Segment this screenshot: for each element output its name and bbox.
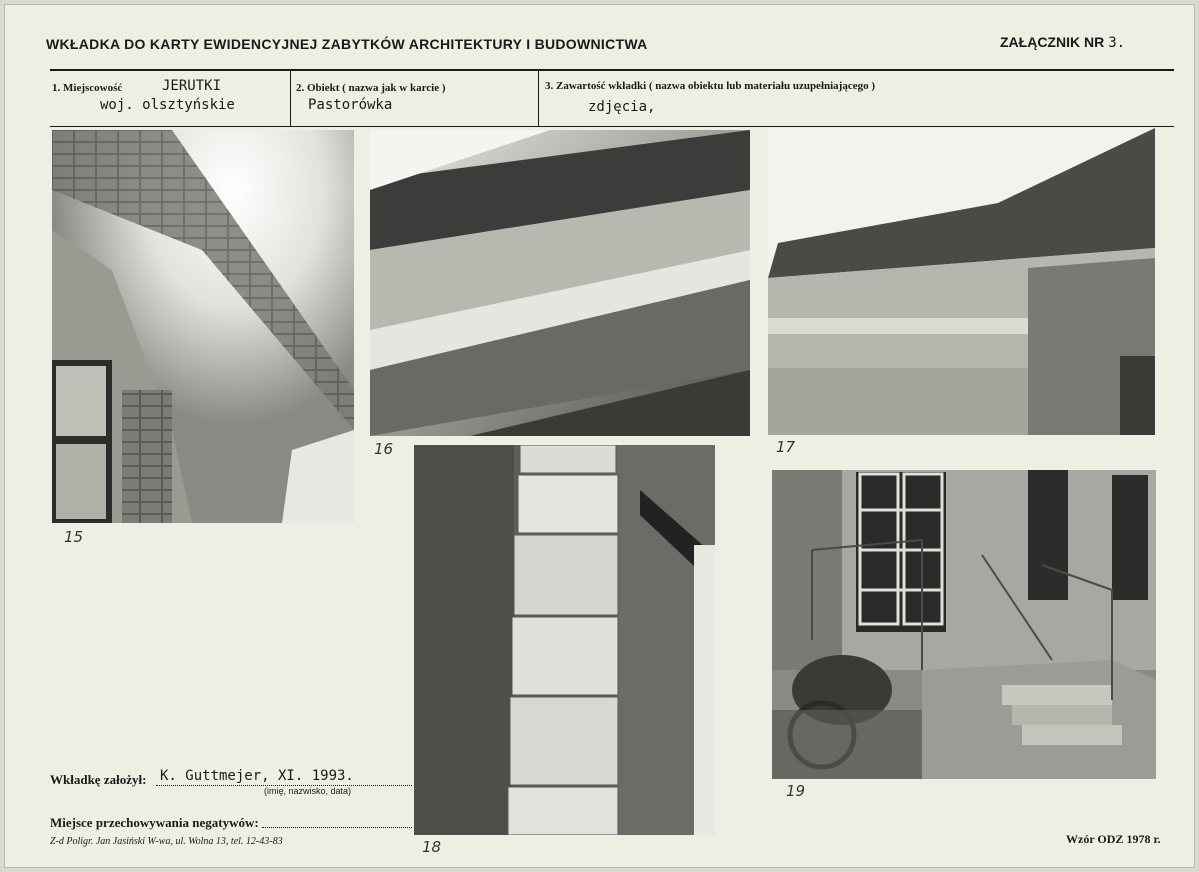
photo-17	[768, 128, 1155, 435]
quoin-stones	[508, 445, 618, 835]
header-rule-top	[50, 69, 1174, 71]
object-label: 2. Obiekt ( nazwa jak w karcie )	[296, 82, 446, 94]
voivodeship-value: woj. olsztyńskie	[100, 97, 235, 113]
founder-value: K. Guttmejer, XI. 1993.	[160, 768, 354, 784]
field-divider-2	[538, 71, 539, 127]
attachment-number: 3.	[1108, 35, 1126, 51]
photo-15	[52, 130, 354, 523]
photo-18	[414, 445, 715, 835]
header-rule-bottom	[50, 126, 1174, 127]
form-model: Wzór ODZ 1978 r.	[1066, 832, 1161, 846]
negatives-dotted-line	[262, 826, 412, 828]
photo-18-number: 18	[422, 838, 442, 856]
attachment-label: ZAŁĄCZNIK NR	[1000, 34, 1105, 50]
card-title: WKŁADKA DO KARTY EWIDENCYJNEJ ZABYTKÓW ARCHITEKTURY I BUDOWNICTWA	[46, 36, 648, 52]
negatives-label: Miejsce przechowywania negatywów:	[50, 815, 259, 830]
contents-value: zdjęcia,	[588, 99, 656, 115]
location-value: JERUTKI	[162, 78, 222, 94]
location-label: 1. Miejscowość	[52, 82, 123, 94]
photo-19	[772, 470, 1156, 779]
photo-16-number: 16	[374, 440, 394, 458]
object-value: Pastorówka	[308, 97, 393, 113]
photo-17-number: 17	[776, 438, 796, 456]
founder-hint: (imię, nazwisko, data)	[264, 786, 352, 796]
photo-15-number: 15	[64, 528, 84, 546]
founder-label: Wkładkę założył:	[50, 772, 147, 787]
photo-16	[370, 130, 750, 436]
contents-label: 3. Zawartość wkładki ( nazwa obiektu lub materiału uzupełniającego )	[545, 80, 876, 92]
photo-19-number: 19	[786, 782, 806, 800]
field-divider-1	[290, 71, 291, 127]
printer-imprint: Z-d Poligr. Jan Jasiński W-wa, ul. Wolna 13, tel. 12-43-83	[50, 836, 283, 847]
attachment-number-field	[1000, 34, 1125, 51]
